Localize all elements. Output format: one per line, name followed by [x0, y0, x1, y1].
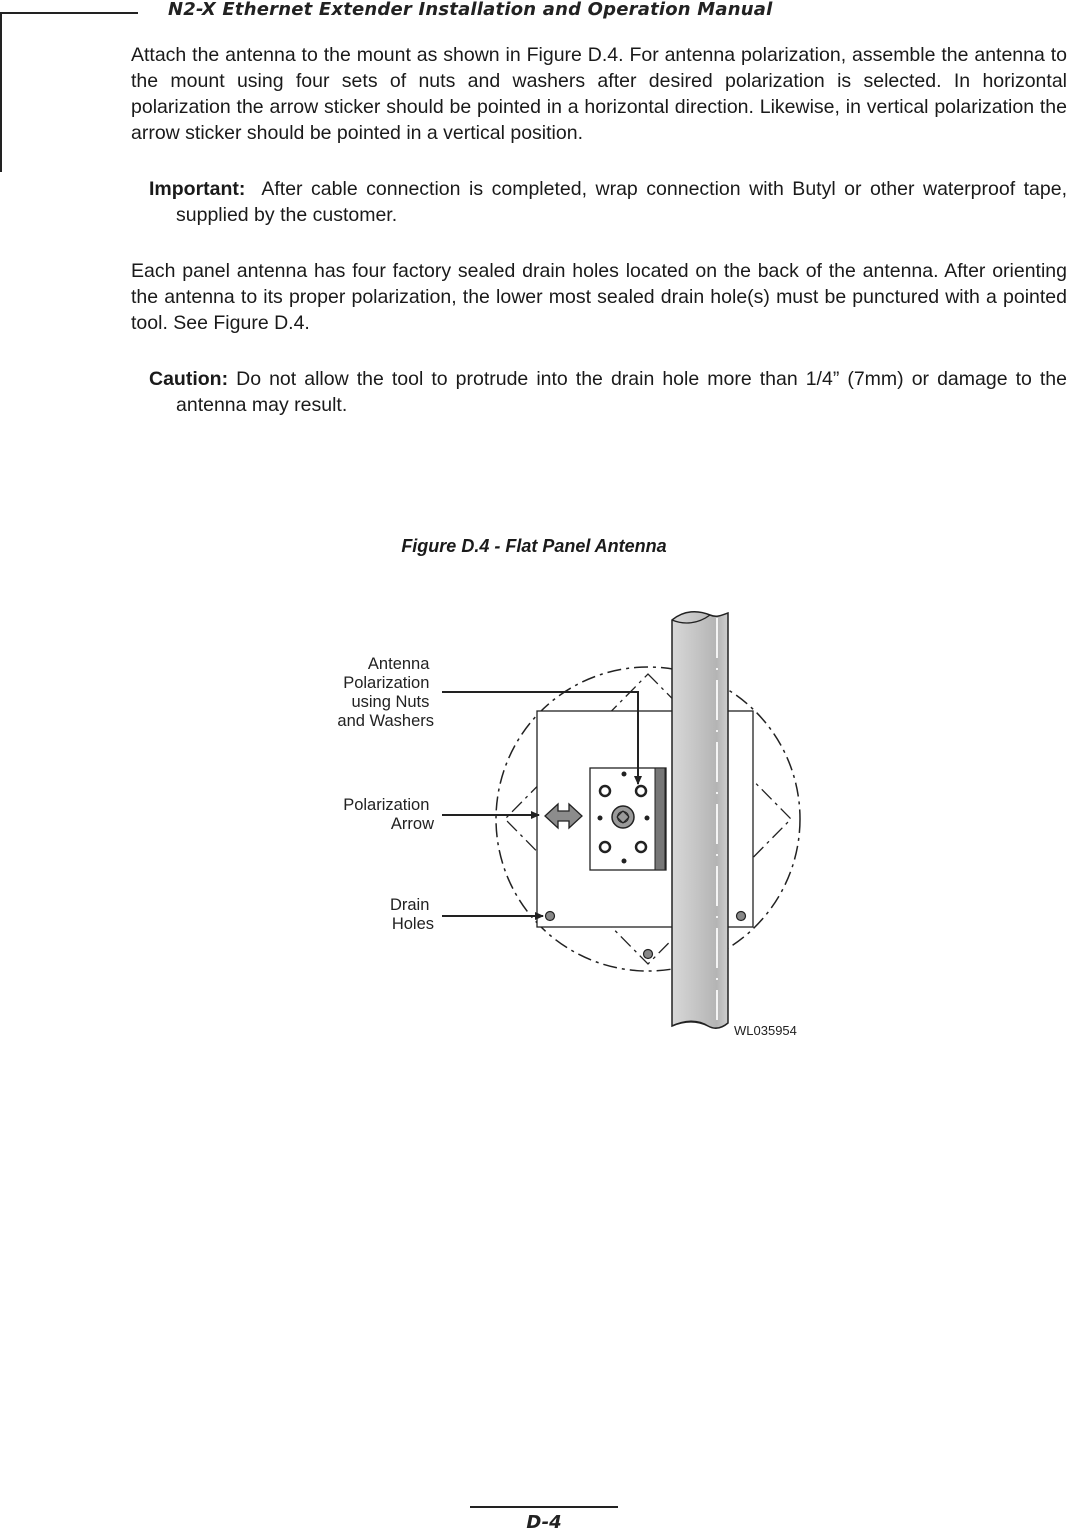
- drain-hole: [644, 950, 653, 959]
- important-note: [149, 176, 1067, 228]
- connector-center: [618, 812, 629, 823]
- label-line: Arrow: [390, 815, 434, 833]
- mounting-pipe: [672, 612, 728, 1028]
- paragraph-mounting: Attach the antenna to the mount as shown in Figure D.4. For antenna polarization, assemble the antenna to the mount using four sets of nuts and washers after desired polarization is selected. In horizontal polarization the arrow sticker should be pointed in a horizontal direction. Likewise, in vertical polarization the arrow sticker should be pointed in a vertical position.: [131, 44, 1067, 144]
- antenna-diagram: [300, 598, 830, 1048]
- paragraph-drain-holes: Each panel antenna has four factory sealed drain holes located on the back of the antenna. After orienting the antenna to its proper polarization, the lower most sealed drain hole(s) must be punctured with a pointed tool. See Figure D.4.: [131, 260, 1067, 334]
- antenna-figure: [300, 598, 830, 1048]
- label-line: using Nuts: [351, 693, 430, 711]
- important-label: Important:: [149, 178, 246, 200]
- caution-text: Do not allow the tool to protrude into the drain hole more than 1/4” (7mm) or damage to the antenna may result.: [176, 368, 1068, 416]
- label-line: Holes: [391, 915, 434, 933]
- label-drain-holes: [390, 896, 434, 933]
- label-line: Polarization: [343, 674, 430, 692]
- caution-note: [149, 366, 1067, 418]
- header-side-rule: [0, 12, 2, 172]
- label-line: Antenna: [367, 655, 430, 673]
- plate-hole: [622, 772, 627, 777]
- plate-hole: [598, 816, 603, 821]
- bolt: [636, 786, 646, 796]
- plate-hole: [645, 816, 650, 821]
- label-line: Drain: [389, 896, 430, 914]
- plate-hole: [622, 859, 627, 864]
- label-polarization-nuts: [337, 655, 434, 730]
- important-text: After cable connection is completed, wrap connection with Butyl or other waterproof tape, supplied by the customer.: [176, 178, 1067, 226]
- page-number: D-4: [526, 1512, 562, 1533]
- bolt: [636, 842, 646, 852]
- header-rule: [0, 12, 138, 14]
- figure-caption: Figure D.4 - Flat Panel Antenna: [401, 536, 667, 556]
- label-line: Polarization: [343, 796, 430, 814]
- plate-edge: [655, 768, 665, 870]
- running-header-title: N2-X Ethernet Extender Installation and Operation Manual: [168, 0, 773, 20]
- drain-hole: [737, 912, 746, 921]
- body-text: [131, 42, 1067, 448]
- bolt: [600, 786, 610, 796]
- label-line: and Washers: [337, 712, 434, 730]
- bolt: [600, 842, 610, 852]
- footer-rule: [470, 1506, 618, 1508]
- figure-reference-code: WL035954: [734, 1023, 797, 1038]
- label-polarization-arrow: [343, 796, 434, 833]
- drain-hole: [546, 912, 555, 921]
- caution-label: Caution:: [149, 368, 229, 390]
